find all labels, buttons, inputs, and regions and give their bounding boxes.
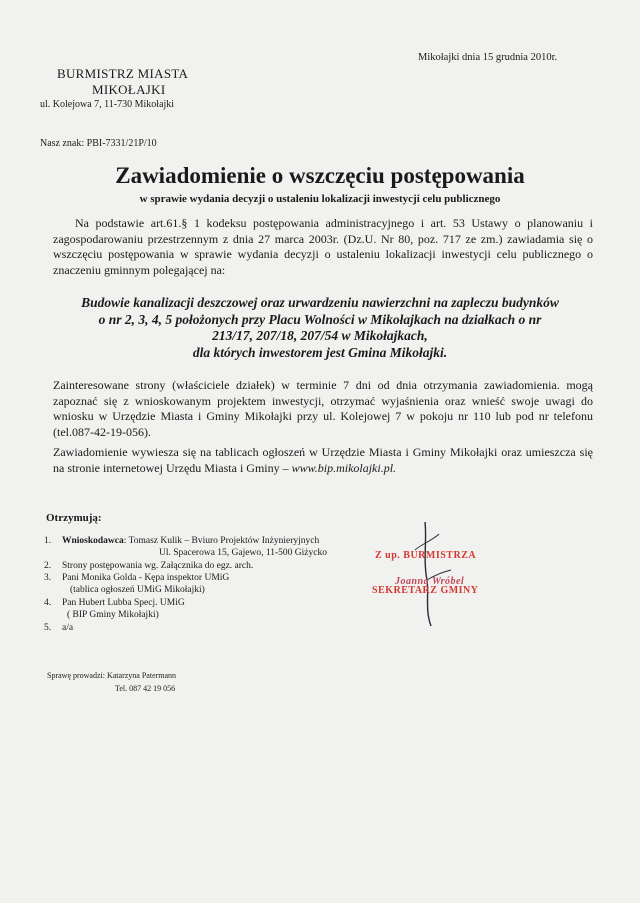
recipient-text: Strony postępowania wg. Załącznika do egz. arch. (62, 561, 254, 571)
recipient-address: Ul. Spacerowa 15, Gajewo, 11-500 Giżycko (159, 548, 327, 558)
authority-address: ul. Kolejowa 7, 11-730 Mikołajki (40, 99, 175, 110)
body-paragraph-legal-basis: Na podstawie art.61.§ 1 kodeksu postępowania administracyjnego i art. 53 Ustawy o planowaniu i zagospodarowaniu przestrzennym z dnia 27 marca 2003r. (Dz.U. Nr 80, poz. 717 ze zm.) zawiadamia się o wszczęciu postępowania w sprawie wydania decyzji o ustaleniu lokalizacji inwestycji celu publicznego o znaczeniu gminnym polegającej na: (53, 216, 593, 277)
investment-line: dla których inwestorem jest Gmina Mikołajki. (192, 344, 448, 360)
recipient-item (44, 560, 253, 572)
recipient-item (44, 622, 73, 634)
investment-line: Budowie kanalizacji deszczowej oraz urwardzeniu nawierzchni na zapleczu budynków (81, 295, 559, 310)
recipient-item (44, 572, 229, 584)
document-date: Mikołajki dnia 15 grudnia 2010r. (418, 52, 558, 63)
recipients-heading: Otrzymują: (46, 512, 102, 524)
prepared-by: Sprawę prowadzi: Katarzyna Patermann (47, 671, 177, 680)
stamp-line-title: SEKRETARZ GMINY (372, 585, 479, 596)
authority-name-line2: MIKOŁAJKI (92, 82, 166, 97)
document-subtitle: w sprawie wydania decyzji o ustaleniu lokalizacji inwestycji celu publicznego (139, 193, 501, 205)
recipient-label: Wnioskodawca (62, 536, 124, 546)
authority-name-line1: BURMISTRZ MIASTA (57, 66, 189, 81)
recipient-text: a/a (62, 623, 74, 633)
investment-line: o nr 2, 3, 4, 5 położonych przy Placu Wolności w Mikołajkach na działkach o nr (98, 311, 542, 327)
recipient-note: ( BIP Gminy Mikołajki) (67, 610, 159, 620)
recipient-text: Pani Monika Golda - Kępa inspektor UMiG (62, 573, 230, 583)
recipient-number: 5. (44, 623, 52, 633)
contact-phone: Tel. 087 42 19 056 (115, 684, 176, 693)
bip-link[interactable]: www.bip.mikolajki.pl. (291, 460, 397, 475)
recipient-number: 3. (44, 573, 52, 583)
investment-line: 213/17, 207/18, 207/54 w Mikołajkach, (212, 328, 428, 343)
investment-description (40, 295, 600, 361)
recipient-number: 4. (44, 598, 52, 608)
reference-number: Nasz znak: PBI-7331/21P/10 (40, 138, 157, 149)
recipient-text: Pan Hubert Lubba Specj. UMiG (62, 598, 185, 608)
recipient-text: : Tomasz Kulik – Bviuro Projektów Inżynieryjnych (123, 536, 320, 546)
signature (405, 520, 475, 630)
body-paragraph-publication (53, 445, 593, 476)
stamp-line-name: Joanna Wróbel (395, 576, 465, 587)
recipient-number: 2. (44, 561, 52, 571)
recipient-number: 1. (44, 536, 52, 546)
recipient-note: (tablica ogłoszeń UMiG Mikołajki) (70, 585, 205, 595)
body-paragraph-parties: Zainteresowane strony (właściciele działek) w terminie 7 dni od dnia otrzymania zawiadomienia. mogą zapoznać się z wnioskowanym projektem inwestycji, otrzymać wyjaśnienia oraz wnieść swoje uwagi do wniosku w Urzędzie Miasta i Gminy Mikołajki przy ul. Kolejowej 7 w pokoju nr 110 lub pod nr telefonu (tel.087-42-19-056). (53, 378, 593, 439)
publication-text: Zawiadomienie wywiesza się na tablicach ogłoszeń w Urzędzie Miasta i Gminy Mikołajki oraz umieszcza się na stronie internetowej Urzędu Miasta i Gminy – (53, 445, 593, 475)
document-title: Zawiadomienie o wszczęciu postępowania (115, 163, 525, 188)
recipient-item (44, 597, 185, 609)
recipient-item (44, 535, 319, 547)
stamp-line-authority: Z up. BURMISTRZA (375, 550, 477, 561)
